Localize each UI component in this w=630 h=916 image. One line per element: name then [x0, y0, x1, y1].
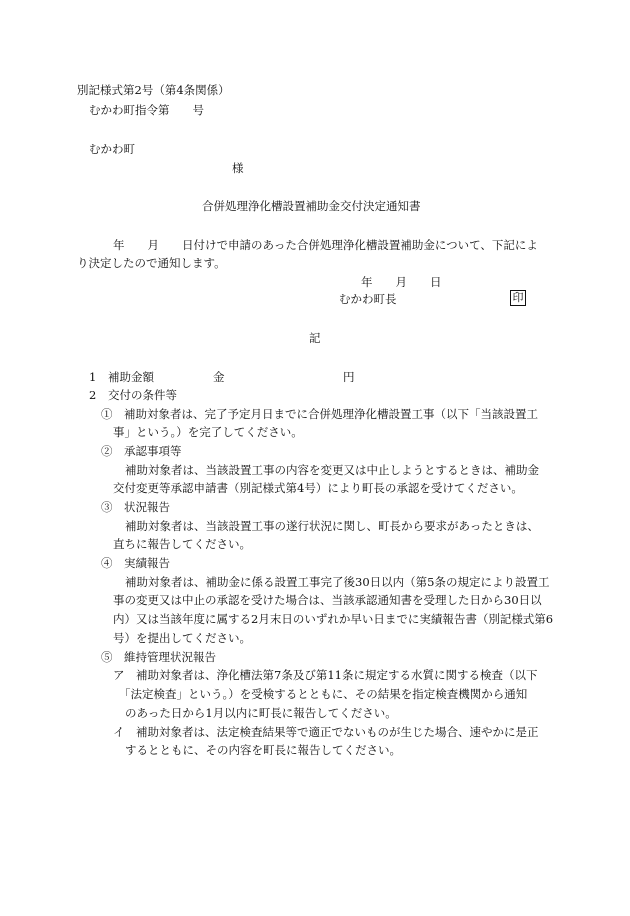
amount-kin: 金: [213, 370, 225, 384]
condition-3-line-1: 補助対象者は、当該設置工事の遂行状況に関し、町長から要求があったときは、: [125, 519, 539, 533]
body-line-2: り決定したので通知します。: [77, 256, 226, 270]
condition-5a-line-1: ア 補助対象者は、浄化槽法第7条及び第11条に規定する水質に関する検査（以下: [113, 668, 538, 682]
condition-4-line-3: 内）又は当該年度に属する2月末日のいずれか早い日までに実績報告書（別記様式第6: [113, 612, 554, 626]
condition-3-heading: ③ 状況報告: [101, 500, 170, 514]
form-reference: 別記様式第2号（第4条関係）: [77, 83, 230, 97]
item-1-label: 補助金額: [108, 370, 154, 384]
item-2-number: 2: [89, 388, 97, 402]
condition-1-line-1: ① 補助対象者は、完了予定月日までに合併処理浄化槽設置工事（以下「当該設置工: [101, 407, 538, 421]
condition-1-line-2: 事」という。）を完了してください。: [113, 425, 303, 439]
item-2-label: 交付の条件等: [108, 388, 177, 402]
issue-date: 年 月 日: [361, 275, 442, 289]
item-1-number: 1: [89, 370, 97, 384]
condition-5b-line-1: イ 補助対象者は、法定検査結果等で適正でないものが生じた場合、速やかに是正: [113, 725, 539, 739]
condition-5a-line-2: 「法定検査」という。）を受検するとともに、その結果を指定検査機関から通知: [119, 687, 528, 701]
ki-heading: 記: [309, 331, 321, 345]
condition-2-line-1: 補助対象者は、当該設置工事の内容を変更又は中止しようとするときは、補助金: [125, 463, 539, 477]
condition-4-line-2: 事の変更又は中止の承認を受けた場合は、当該承認通知書を受理した日から30日以: [113, 593, 542, 607]
condition-2-line-2: 交付変更等承認申請書（別記様式第4号）により町長の承認を受けてください。: [113, 481, 523, 495]
amount-yen: 円: [343, 370, 355, 384]
document-title: 合併処理浄化槽設置補助金交付決定通知書: [202, 199, 421, 213]
condition-5a-line-3: のあった日から1月以内に町長に報告してください。: [125, 706, 397, 720]
issuer-name: むかわ町長: [339, 292, 397, 306]
condition-4-heading: ④ 実績報告: [101, 556, 170, 570]
condition-2-heading: ② 承認事項等: [101, 444, 182, 458]
condition-5b-line-2: するとともに、その内容を町長に報告してください。: [125, 743, 401, 757]
condition-3-line-2: 直ちに報告してください。: [113, 537, 251, 551]
condition-4-line-1: 補助対象者は、補助金に係る設置工事完了後30日以内（第5条の規定により設置工: [125, 575, 550, 589]
addressee-honorific: 様: [232, 161, 244, 175]
body-line-1: 年 月 日付けで申請のあった合併処理浄化槽設置補助金について、下記によ: [113, 238, 538, 252]
directive-number: むかわ町指令第 号: [89, 103, 204, 117]
condition-4-line-4: 号）を提出してください。: [113, 631, 251, 645]
addressee-town: むかわ町: [89, 142, 135, 156]
condition-5-heading: ⑤ 維持管理状況報告: [101, 650, 216, 664]
seal-mark: 印: [510, 290, 526, 306]
